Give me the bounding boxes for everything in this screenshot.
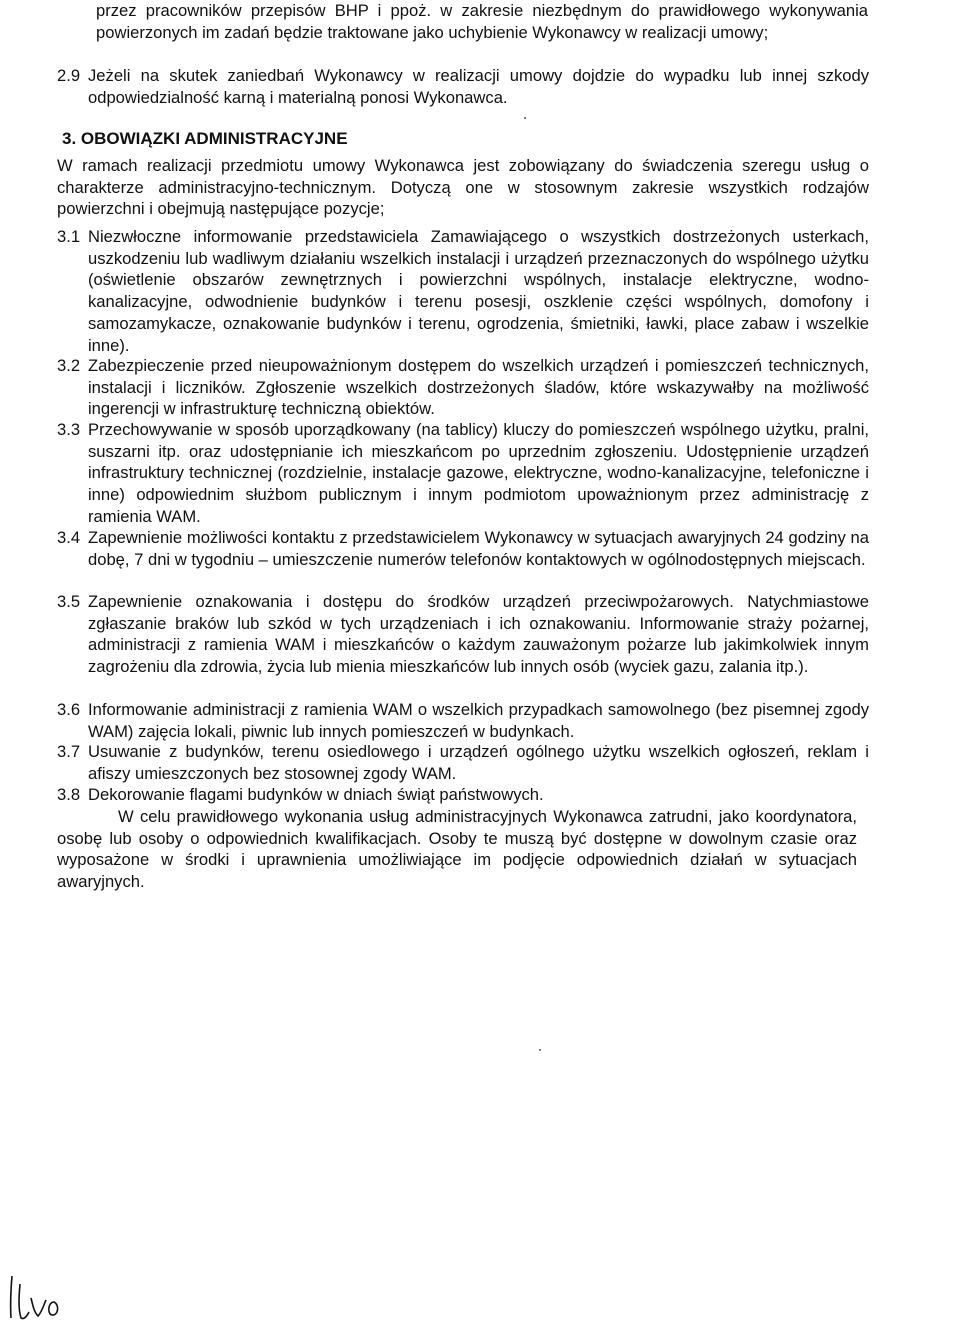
item-number: 3.7 [57, 742, 81, 761]
item-number: 3.1 [57, 227, 81, 246]
list-item-3-8 [57, 784, 869, 806]
list-item-3-5 [57, 591, 869, 678]
scan-speck [524, 117, 526, 119]
list-item-3-1 [57, 226, 869, 356]
item-text: Usuwanie z budynków, terenu osiedlowego i urządzeń ogólnego użytku wszelkich ogłoszeń, reklam i afiszy umieszczonych bez stosownej zgody WAM. [88, 742, 869, 783]
list-item-3-4 [57, 527, 869, 570]
section-intro: W ramach realizacji przedmiotu umowy Wykonawca jest zobowiązany do świadczenia szeregu usług o charakterze administracyjno-technicznym. Dotyczą one w stosownym zakresie wszystkich rodzajów powierzchni i obejmują następujące pozycje; [57, 156, 869, 219]
list-item-3-3 [57, 419, 869, 528]
handwritten-signature [2, 1272, 66, 1322]
item-number: 3.3 [57, 420, 81, 439]
item-number: 3.5 [57, 592, 81, 611]
item-text: Informowanie administracji z ramienia WAM o wszelkich przypadkach samowolnego (bez pisemnej zgody WAM) zajęcia lokali, piwnic lub innych pomieszczeń w budynkach. [88, 700, 869, 741]
list-item-3-2 [57, 355, 869, 420]
item-number: 3.8 [57, 785, 81, 804]
list-item-3-7 [57, 741, 869, 784]
top-paragraph: przez pracowników przepisów BHP i ppoż. w zakresie niezbędnym do prawidłowego wykonywania powierzonych im zadań będzie traktowane jako uchybienie Wykonawcy w realizacji umowy; [96, 1, 868, 42]
item-text: Zabezpieczenie przed nieupoważnionym dostępem do wszelkich urządzeń i pomieszczeń technicznych, instalacji i liczników. Zgłoszenie wszelkich dostrzeżonych śladów, które wskazywałby na możliwość ingerencji w infrastrukturę techniczną obiektów. [88, 356, 869, 419]
scan-speck [539, 1049, 541, 1051]
item-text: Jeżeli na skutek zaniedbań Wykonawcy w realizacji umowy dojdzie do wypadku lub innej szkody odpowiedzialność karną i materialną ponosi Wykonawca. [88, 66, 869, 107]
item-number: 2.9 [57, 66, 81, 85]
item-number: 3.4 [57, 528, 81, 547]
item-text: Przechowywanie w sposób uporządkowany (na tablicy) kluczy do pomieszczeń wspólnego użytku, pralni, suszarni itp. oraz udostępnianie ich mieszkańcom po uprzednim zgłoszeniu. Udostępnienie urządzeń infrastruktury technicznej (rozdzielnie, instalacje gazowe, elektryczne, wodno-kanalizacyjne, telefoniczne i inne) odpowiednim służbom publicznym i innym podmiotom upoważnionym przez administrację z ramienia WAM. [88, 420, 869, 526]
list-item-2-9 [57, 65, 869, 108]
item-text: Niezwłoczne informowanie przedstawiciela Zamawiającego o wszystkich dostrzeżonych usterkach, uszkodzeniu lub wadliwym działaniu wszelkich instalacji i urządzeń przeznaczonych do wspólnego użytku (oświetlenie obszarów zewnętrznych i powierzchni wspólnych, instalacje elektryczne, wodno-kanalizacyjne, odwodnienie budynków i terenu posesji, oszklenie części wspólnych, domofony i samozamykacze, oznakowanie budynków i terenu, ogrodzenia, śmietniki, ławki, place zabaw i wszelkie inne). [88, 227, 869, 355]
item-number: 3.6 [57, 700, 81, 719]
list-item-3-6 [57, 699, 869, 742]
item-number: 3.2 [57, 356, 81, 375]
item-text: Zapewnienie możliwości kontaktu z przedstawicielem Wykonawcy w sytuacjach awaryjnych 24 godziny na dobę, 7 dni w tygodniu – umieszczenie numerów telefonów kontaktowych w ogólnodostępnych miejscach. [88, 528, 869, 569]
section-heading: 3. OBOWIĄZKI ADMINISTRACYJNE [62, 129, 348, 148]
item-text: Dekorowanie flagami budynków w dniach świąt państwowych. [88, 785, 544, 804]
closing-paragraph: W celu prawidłowego wykonania usług administracyjnych Wykonawca zatrudni, jako koordynatora, osobę lub osoby o odpowiednich kwalifikacjach. Osoby te muszą być dostępne w dowolnym czasie oraz wyposażone w środki i uprawnienia umożliwiające im podjęcie odpowiednich działań w sytuacjach awaryjnych. [57, 807, 857, 892]
item-text: Zapewnienie oznakowania i dostępu do środków urządzeń przeciwpożarowych. Natychmiastowe zgłaszanie braków lub szkód w tych urządzeniach i ich oznakowaniu. Informowanie straży pożarnej, administracji z ramienia WAM i mieszkańców o każdym zauważonym pożarze lub jakimkolwiek innym zagrożeniu dla zdrowia, życia lub mienia mieszkańców lub innych osób (wyciek gazu, zalania itp.). [88, 592, 869, 677]
